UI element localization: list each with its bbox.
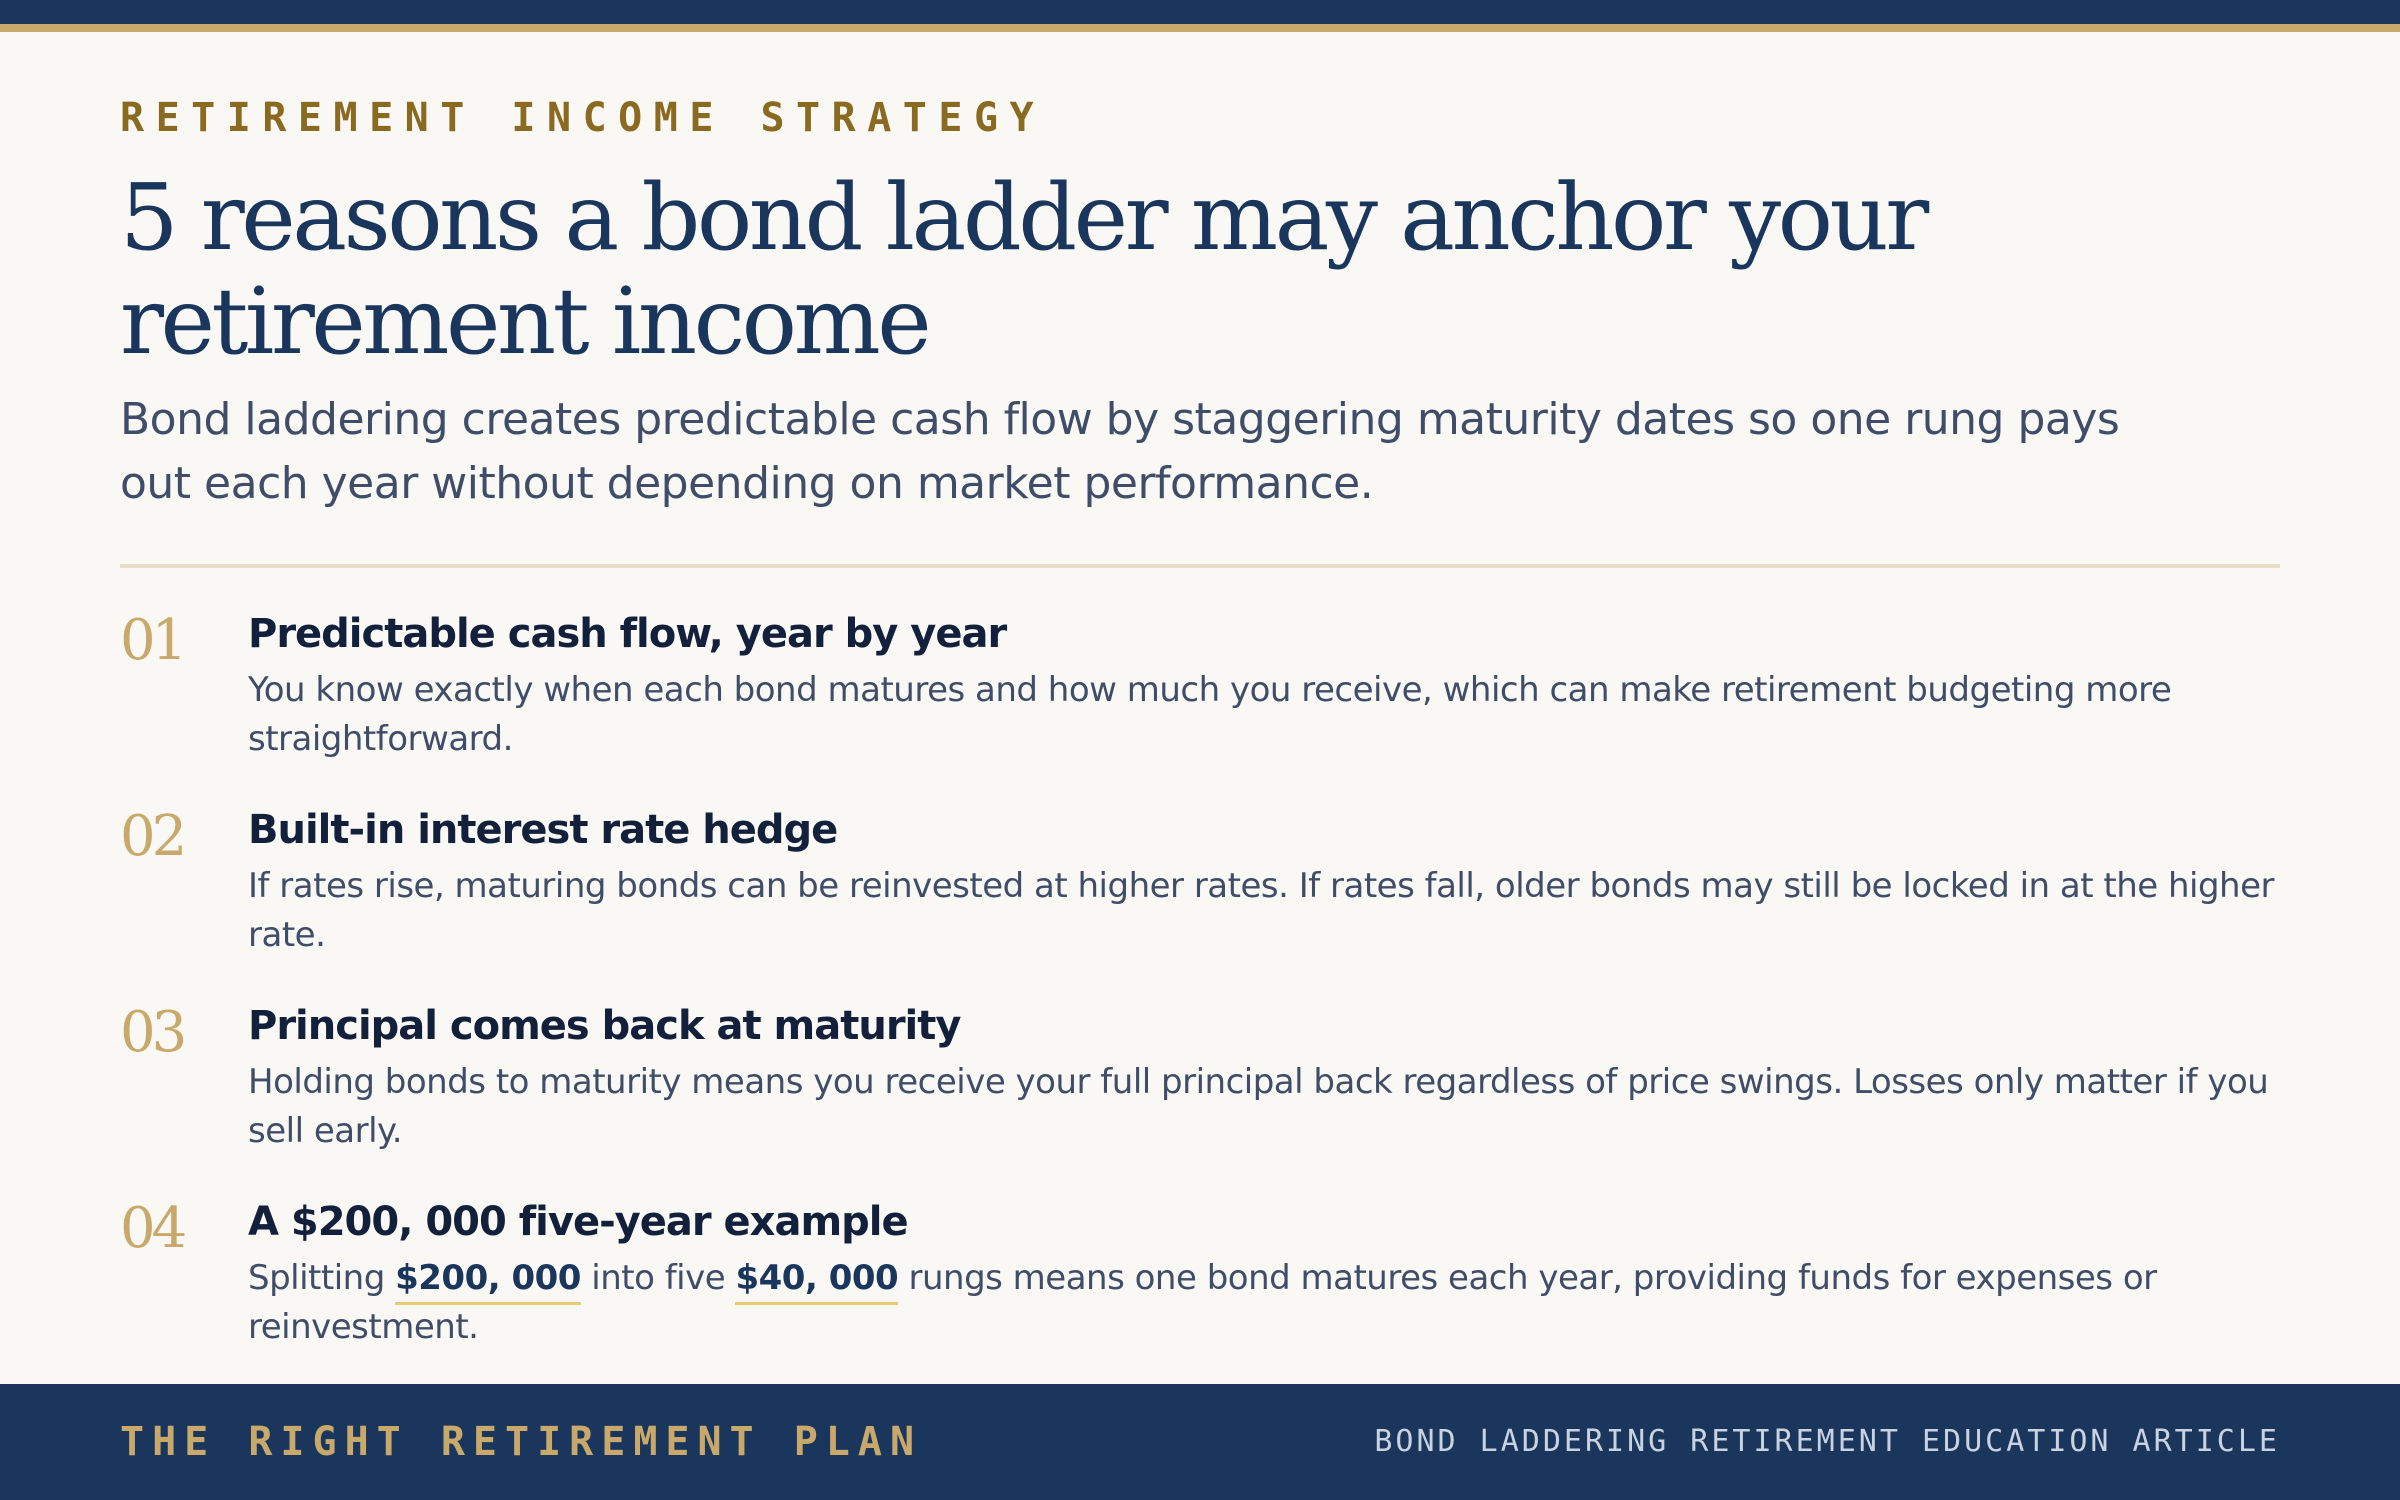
reason-number: 01: [120, 608, 184, 673]
top-accent-bar: [0, 0, 2400, 24]
reasons-list: [120, 606, 2280, 1352]
reason-item-04: [120, 1194, 2280, 1352]
reason-body: If rates rise, maturing bonds can be reinvested at higher rates. If rates fall, older bonds may still be locked in at the higher rate.: [248, 866, 2275, 955]
reason-body: [248, 1254, 2280, 1352]
highlighted-amount-total: $200, 000: [395, 1258, 581, 1305]
reason-item-03: [120, 998, 2280, 1156]
reason-number: 02: [120, 804, 184, 869]
reason-body: Holding bonds to maturity means you receive your full principal back regardless of price swings. Losses only matter if you sell early.: [248, 1062, 2269, 1151]
reason-item-02: [120, 802, 2280, 960]
footer-article-meta: BOND LADDERING RETIREMENT EDUCATION ARTICLE: [1374, 1424, 2280, 1459]
footer-bar: [0, 1384, 2400, 1500]
body-text: rungs means one bond matures each year, providing funds for expenses or reinvestment.: [248, 1258, 2157, 1347]
article: [120, 90, 2280, 1390]
reason-number: 04: [120, 1196, 184, 1261]
reason-title: Built-in interest rate hedge: [248, 807, 838, 853]
highlighted-amount-rung: $40, 000: [735, 1258, 898, 1305]
reason-title: Predictable cash flow, year by year: [248, 611, 1007, 657]
reason-item-01: [120, 606, 2280, 764]
reason-body: You know exactly when each bond matures and how much you receive, which can make retirement budgeting more straightforward.: [248, 670, 2172, 759]
reason-number: 03: [120, 1000, 184, 1065]
top-gold-rule: [0, 24, 2400, 32]
footer-brand: THE RIGHT RETIREMENT PLAN: [120, 1419, 923, 1465]
body-text: into five: [580, 1258, 736, 1298]
article-headline: 5 reasons a bond ladder may anchor your retirement income: [120, 164, 1926, 375]
article-dek: Bond laddering creates predictable cash flow by staggering maturity dates so one rung pays out each year without depending on market performance.: [120, 394, 2120, 509]
section-divider: [120, 564, 2280, 568]
reason-title: A $200, 000 five-year example: [248, 1199, 908, 1245]
reason-title: Principal comes back at maturity: [248, 1003, 961, 1049]
eyebrow-label: RETIREMENT INCOME STRATEGY: [120, 95, 1046, 141]
body-text: Splitting: [248, 1258, 396, 1298]
